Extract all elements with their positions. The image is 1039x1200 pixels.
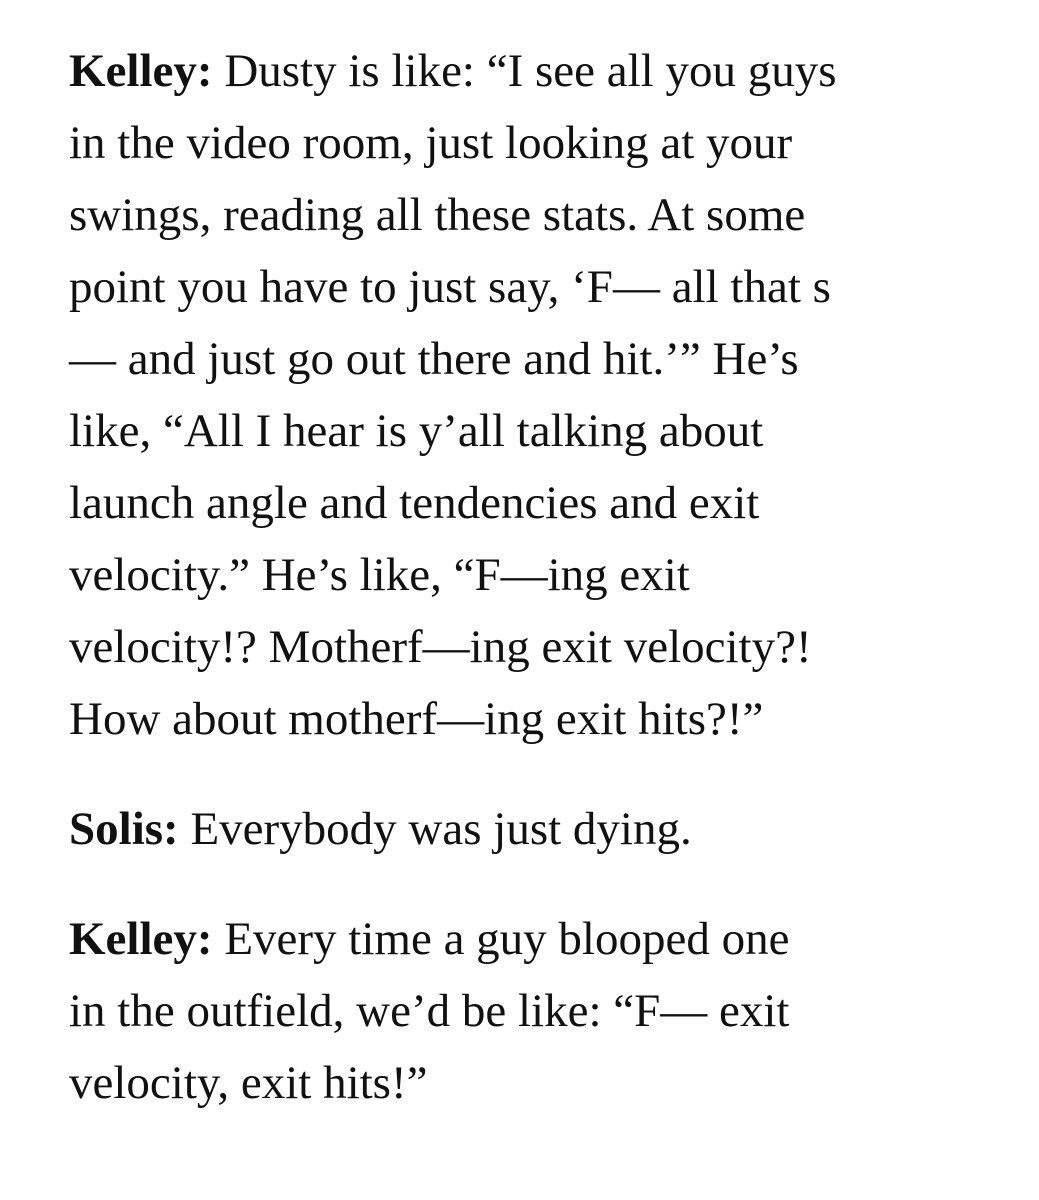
text-line: — and just go out there and hit.’” He’s (69, 333, 799, 385)
paragraph-kelley-1 (69, 35, 1004, 755)
line-text: Everybody was just dying. (178, 803, 692, 855)
text-line: in the outfield, we’d be like: “F— exit (69, 985, 790, 1037)
text-line (69, 903, 1004, 975)
text-line: How about motherf—ing exit hits?!” (69, 693, 764, 745)
paragraph-kelley-2 (69, 903, 1004, 1119)
text-line: velocity!? Motherf—ing exit velocity?! (69, 621, 812, 673)
text-line: like, “All I hear is y’all talking about (69, 405, 764, 457)
speaker-name: Kelley: (69, 913, 213, 965)
paragraph-solis (69, 793, 1004, 865)
speaker-name: Solis: (69, 803, 179, 855)
text-line: swings, reading all these stats. At some (69, 189, 806, 241)
text-line: in the video room, just looking at your (69, 117, 793, 169)
text-line: velocity.” He’s like, “F—ing exit (69, 549, 690, 601)
line-text: Every time a guy blooped one (212, 913, 790, 965)
text-line (69, 793, 1004, 865)
text-line: launch angle and tendencies and exit (69, 477, 760, 529)
speaker-name: Kelley: (69, 45, 213, 97)
line-text: Dusty is like: “I see all you guys (212, 45, 837, 97)
article-excerpt (69, 35, 1004, 1157)
text-line: velocity, exit hits!” (69, 1057, 428, 1109)
text-line (69, 35, 1004, 107)
text-line: point you have to just say, ‘F— all that s (69, 261, 831, 313)
